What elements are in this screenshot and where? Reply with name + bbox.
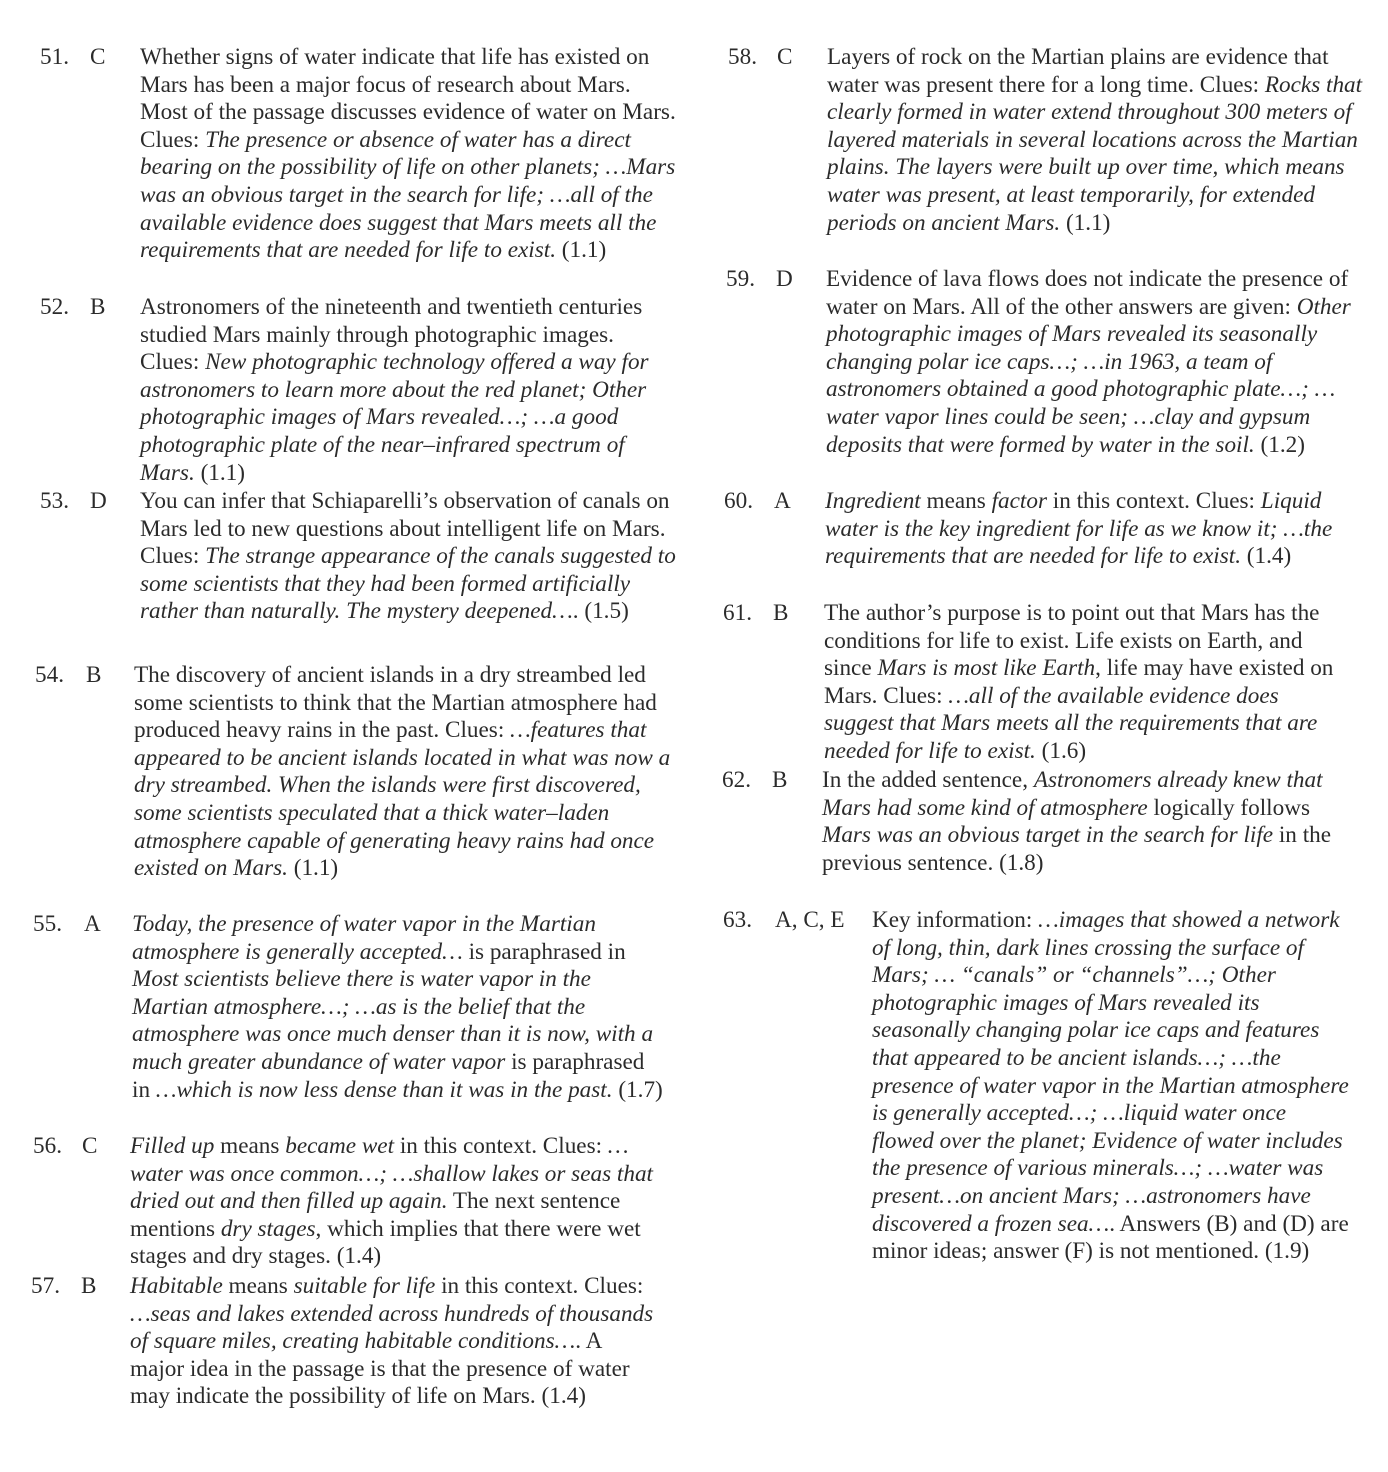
answer-letter: D (776, 266, 793, 292)
explanation-run: in this context. Clues: (435, 1273, 644, 1299)
explanation-run: (1.1) (287, 855, 339, 882)
explanation-run: (1.1) (556, 237, 607, 264)
explanation-text (130, 1273, 660, 1411)
question-number: 53. (40, 488, 69, 514)
explanation-text (140, 294, 678, 487)
quoted-clue-text: Today, the presence of water vapor in the Martian atmosphere is generally accepted… (132, 911, 596, 965)
explanation-run: . (1.5) (572, 598, 629, 625)
explanation-text (872, 907, 1352, 1266)
explanation-text (827, 44, 1367, 237)
explanation-run: , life may have existed on Mars. Clues: (824, 655, 1334, 709)
explanation-text (140, 488, 678, 626)
quoted-clue-text: …which is now less dense than it was in the past. (155, 1076, 613, 1103)
question-number: 60. (724, 488, 753, 514)
explanation-run: Key information: (872, 907, 1039, 933)
quoted-clue-text: factor (991, 488, 1047, 514)
quoted-clue-text: …water was once common…; …shallow lakes or seas that dried out and then filled up again. (130, 1133, 653, 1215)
explanation-text (140, 44, 678, 265)
question-number: 51. (40, 44, 69, 70)
explanation-run: in this context. Clues: (1046, 488, 1261, 514)
answer-letter: C (90, 44, 106, 70)
answer-letter: A (774, 488, 791, 514)
explanation-run: (1.4) (1241, 543, 1292, 570)
explanation-run: , which implies that there were wet stages and dry stages. (1.4) (130, 1215, 641, 1270)
explanation-run: In the added sentence, (822, 767, 1034, 793)
explanation-run: Evidence of lava flows does not indicate the presence of water on Mars. All of the other answers are given: (826, 266, 1349, 320)
explanation-run: (1.7) (612, 1076, 663, 1103)
quoted-clue-text: Mars was an obvious target in the search for life (822, 822, 1274, 849)
explanation-text (134, 662, 674, 883)
explanation-text (826, 266, 1372, 459)
quoted-clue-text: Mars is most like Earth (877, 655, 1096, 682)
explanation-text (130, 1133, 660, 1271)
explanation-run: (1.1) (1060, 209, 1111, 236)
answer-letter: B (90, 294, 106, 320)
question-number: 63. (723, 907, 752, 933)
explanation-text (132, 911, 668, 1104)
explanation-run: . Answers (B) and (D) are minor ideas; answer (F) is not mentioned. (1.9) (872, 1210, 1349, 1265)
explanation-run: (1.6) (1035, 737, 1087, 764)
question-number: 52. (40, 294, 69, 320)
explanation-run: logically follows (1147, 794, 1310, 821)
answer-letter: C (82, 1133, 98, 1159)
quoted-clue-text: Astronomers already knew that Mars had some kind of atmosphere (822, 767, 1323, 821)
explanation-run: (1.1) (194, 459, 245, 486)
explanation-run: (1.2) (1254, 431, 1305, 458)
question-number: 58. (728, 44, 757, 70)
quoted-clue-text: Other photographic images of Mars revealed its seasonally changing polar ice caps…; …in 1963, a team of astronomers obtained a good photographic plate…; …water vapor lines could be seen; …clay and gypsum deposits that were formed by water in the soil. (826, 293, 1351, 458)
quoted-clue-text: The presence or absence of water has a direct bearing on the possibility of life on other planets; …Mars was an obvious target in the search for life; …all of the available evidence does suggest that Mars meets all the requirements that are needed for life to exist. (140, 126, 676, 264)
explanation-run: . A major idea in the passage is that the presence of water may indicate the possibility of life on Mars. (1.4) (130, 1328, 630, 1410)
answer-letter: A (84, 911, 101, 937)
answer-letter: B (773, 600, 789, 626)
explanation-run: means (214, 1133, 286, 1159)
quoted-clue-text: …all of the available evidence does suggest that Mars meets all the requirements that are needed for life to exist. (824, 682, 1318, 764)
quoted-clue-text: dry stages (220, 1215, 316, 1242)
explanation-run: means (222, 1273, 294, 1299)
quoted-clue-text: Most scientists believe there is water vapor in the Martian atmosphere…; …as is the belief that the atmosphere was once much denser than it is now, with a much greater abundance of water vapor (132, 966, 654, 1075)
question-number: 57. (31, 1273, 60, 1299)
explanation-run: Astronomers of the nineteenth and twentieth centuries studied Mars mainly through photographic images. Clues: (140, 294, 643, 376)
quoted-clue-text: The strange appearance of the canals suggested to some scientists that they had been formed artificially rather than naturally. The mystery deepened… (140, 543, 676, 625)
explanation-run: is paraphrased in (462, 938, 626, 965)
explanation-run: in this context. Clues: (394, 1133, 608, 1159)
question-number: 61. (723, 600, 752, 626)
quoted-clue-text: Ingredient (825, 488, 921, 514)
explanation-run: is paraphrased in (132, 1048, 645, 1103)
quoted-clue-text: suitable for life (293, 1273, 436, 1299)
quoted-clue-text: New photographic technology offered a way for astronomers to learn more about the red planet; Other photographic images of Mars revealed…; …a good photographic plate of the near–infrared spectrum of Mars. (140, 349, 649, 486)
quoted-clue-text: …features that appeared to be ancient islands located in what was now a dry streambed. When the islands were first discovered, some scientists speculated that a thick water–laden atmosphere capable of generating heavy rains had once existed on Mars. (134, 717, 671, 882)
explanation-run: Layers of rock on the Martian plains are evidence that water was present there for a long time. Clues: (827, 44, 1329, 98)
question-number: 62. (722, 767, 751, 793)
explanation-run: The discovery of ancient islands in a dry streambed led some scientists to think that the Martian atmosphere had produced heavy rains in the past. Clues: (134, 662, 657, 744)
explanation-run: The next sentence mentions (130, 1188, 621, 1242)
explanation-text (822, 767, 1344, 877)
answer-letter: D (90, 488, 107, 514)
question-number: 56. (33, 1133, 62, 1159)
explanation-run: in the previous sentence. (1.8) (822, 822, 1332, 876)
quoted-clue-text: Rocks that clearly formed in water extend throughout 300 meters of layered materials in several locations across the Martian plains. The layers were built up over time, which means water was present, at least temporarily, for extended periods on ancient Mars. (827, 71, 1363, 236)
question-number: 55. (33, 911, 62, 937)
quoted-clue-text: …seas and lakes extended across hundreds of thousands of square miles, creating habitable conditions… (130, 1300, 654, 1355)
answer-letter: B (86, 662, 102, 688)
answer-letter: B (772, 767, 788, 793)
question-number: 54. (35, 662, 64, 688)
explanation-run: You can infer that Schiaparelli’s observation of canals on Mars led to new questions about intelligent life on Mars. Clues: (140, 488, 670, 570)
quoted-clue-text: …images that showed a network of long, thin, dark lines crossing the surface of Mars; … “canals” or “channels”…; Other photographic images of Mars revealed its seasonally changing polar ice caps and features that appeared to be ancient islands…; …the presence of water vapor in the Martian atmosphere is generally accepted…; …liquid water once flowed over the planet; Evidence of water includes the presence of various minerals…; …water was present…on ancient Mars; …astronomers have discovered a frozen sea… (872, 907, 1349, 1237)
quoted-clue-text: Filled up (130, 1133, 215, 1159)
quoted-clue-text: Habitable (130, 1273, 223, 1299)
explanation-run: The author’s purpose is to point out that Mars has the conditions for life to exist. Life exists on Earth, and since (824, 600, 1320, 682)
quoted-clue-text: became wet (285, 1133, 395, 1159)
explanation-run: means (920, 488, 992, 514)
explanation-text (825, 488, 1349, 571)
quoted-clue-text: Liquid water is the key ingredient for life as we know it; …the requirements that are needed for life to exist. (825, 488, 1333, 570)
explanation-text (824, 600, 1346, 766)
question-number: 59. (726, 266, 755, 292)
answer-letter: C (777, 44, 793, 70)
explanation-run: Whether signs of water indicate that life has existed on Mars has been a major focus of research about Mars. Most of the passage discusses evidence of water on Mars. Clues: (140, 44, 676, 153)
answer-letter: B (81, 1273, 97, 1299)
answer-letter: A, C, E (775, 907, 845, 933)
